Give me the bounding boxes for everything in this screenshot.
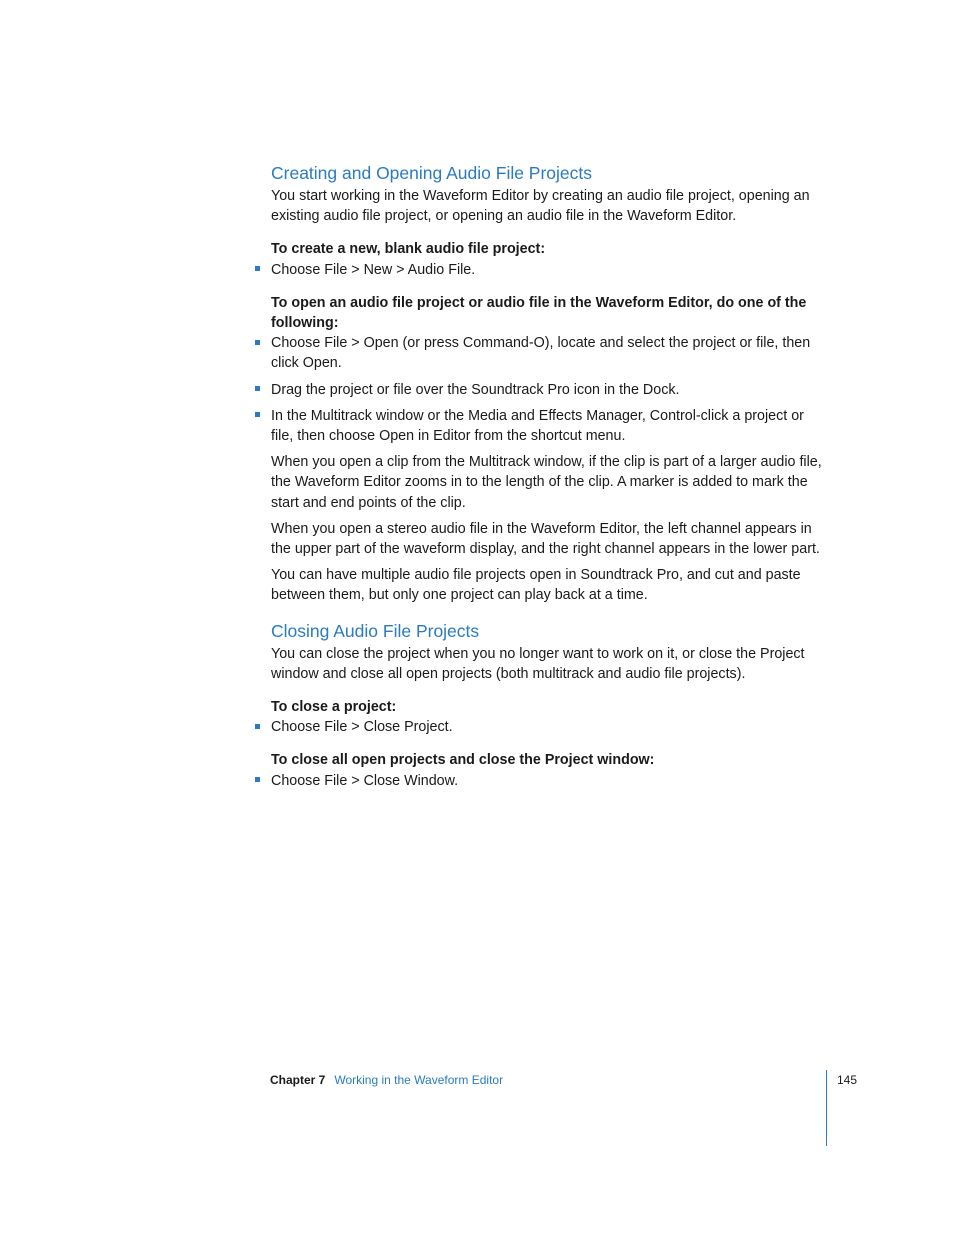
footer-chapter-label: Chapter 7 [270, 1073, 326, 1087]
list-item: In the Multitrack window or the Media and Effects Manager, Control-click a project or file, then choose Open in Editor from the shortcut menu. [271, 406, 823, 446]
section-heading-closing: Closing Audio File Projects [271, 620, 480, 641]
bullet-list-open-project [271, 333, 823, 446]
bullet-square-icon [255, 386, 260, 391]
bullet-square-icon [255, 724, 260, 729]
footer-chapter-title: Working in the Waveform Editor [334, 1073, 504, 1087]
page-number: 145 [837, 1073, 858, 1087]
paragraph-multiple-projects: You can have multiple audio file projects open in Soundtrack Pro, and cut and paste between them, but only one project can play back at a time. [271, 567, 801, 604]
bullet-list-close-all [271, 771, 823, 791]
task-title-close-project: To close a project: [271, 699, 397, 716]
bullet-square-icon [255, 340, 260, 345]
page-content [271, 160, 823, 791]
section-heading-creating-opening: Creating and Opening Audio File Projects [271, 163, 593, 183]
footer-divider [826, 1070, 827, 1146]
bullet-square-icon [255, 266, 260, 271]
bullet-square-icon [255, 412, 260, 417]
paragraph-clip-open: When you open a clip from the Multitrack window, if the clip is part of a larger audio file, the Waveform Editor zooms in to the length of the clip. A marker is added to mark the start and end points of the clip. [271, 454, 822, 511]
task-title-close-all: To close all open projects and close the Project window: [271, 752, 655, 769]
task-title-open-project: To open an audio file project or audio file in the Waveform Editor, do one of the following: [271, 294, 807, 332]
paragraph-stereo-open: When you open a stereo audio file in the Waveform Editor, the left channel appears in the upper part of the waveform display, and the right channel appears in the lower part. [271, 520, 820, 558]
page-footer [270, 1072, 503, 1088]
bullet-list-close-project [271, 717, 823, 737]
list-item: Choose File > Close Window. [271, 771, 823, 791]
task-title-create-project: To create a new, blank audio file project: [271, 241, 546, 258]
section-intro-closing: You can close the project when you no longer want to work on it, or close the Project window and close all open projects (both multitrack and audio file projects). [271, 645, 805, 682]
section-intro-creating-opening: You start working in the Waveform Editor by creating an audio file project, opening an existing audio file project, or opening an audio file in the Waveform Editor. [271, 188, 810, 225]
bullet-square-icon [255, 777, 260, 782]
list-item: Choose File > Close Project. [271, 717, 823, 737]
bullet-list-create-project [271, 260, 823, 280]
list-item: Choose File > Open (or press Command-O), locate and select the project or file, then click Open. [271, 333, 823, 373]
list-item: Drag the project or file over the Soundtrack Pro icon in the Dock. [271, 380, 823, 400]
list-item: Choose File > New > Audio File. [271, 260, 823, 280]
